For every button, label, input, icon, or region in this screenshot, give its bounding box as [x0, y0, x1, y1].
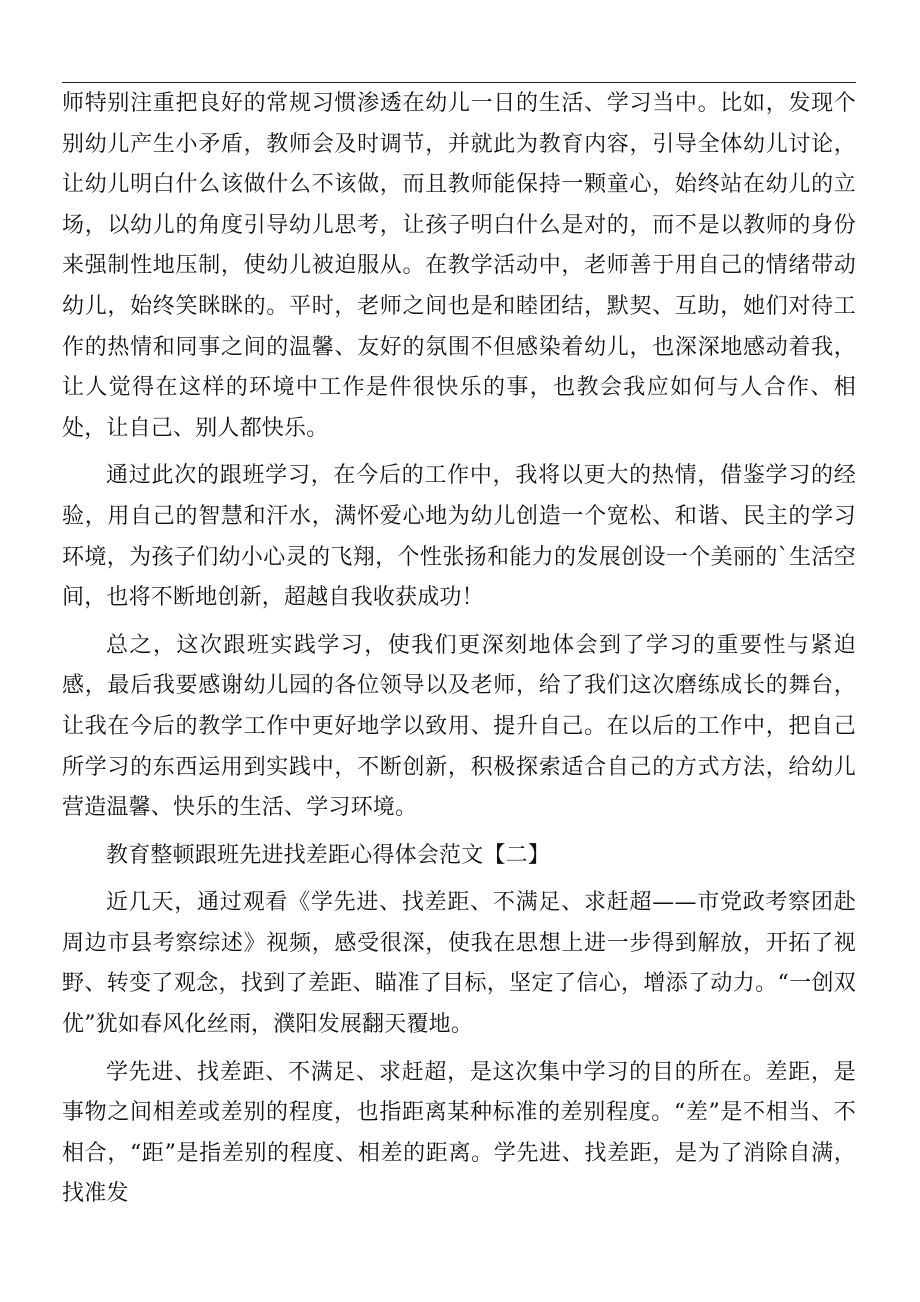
paragraph-5: 学先进、找差距、不满足、求赶超，是这次集中学习的目的所在。差距，是事物之间相差或差别的程度，也指距离某种标准的差别程度。“差”是不相当、不相合，“距”是指差别的程度、相差的距离。学先进、找差距，是为了消除自满，找准发	[62, 1059, 856, 1207]
paragraph-2: 通过此次的跟班学习，在今后的工作中，我将以更大的热情，借鉴学习的经验，用自己的智慧和汗水，满怀爱心地为幼儿创造一个宽松、和谐、民主的学习环境，为孩子们幼小心灵的飞翔，个性张扬和能力的发展创设一个美丽的`生活空间，也将不断地创新，超越自我收获成功！	[62, 463, 856, 611]
header-rule	[62, 82, 856, 83]
paragraph-4: 近几天，通过观看《学先进、找差距、不满足、求赶超——市党政考察团赴周边市县考察综述》视频，感受很深，使我在思想上进一步得到解放，开拓了视野、转变了观念，找到了差距、瞄准了目标，坚定了信心，增添了动力。“一创双优”犹如春风化丝雨，濮阳发展翻天覆地。	[62, 890, 856, 1038]
document-body	[62, 84, 856, 1215]
paragraph-1: 师特别注重把良好的常规习惯渗透在幼儿一日的生活、学习当中。比如，发现个别幼儿产生小矛盾，教师会及时调节，并就此为教育内容，引导全体幼儿讨论，让幼儿明白什么该做什么不该做，而且教师能保持一颗童心，始终站在幼儿的立场，以幼儿的角度引导幼儿思考，让孩子明白什么是对的，而不是以教师的身份来强制性地压制，使幼儿被迫服从。在教学活动中，老师善于用自己的情绪带动幼儿，始终笑眯眯的。平时，老师之间也是和睦团结，默契、互助，她们对待工作的热情和同事之间的温馨、友好的氛围不但感染着幼儿，也深深地感动着我，让人觉得在这样的环境中工作是件很快乐的事，也教会我应如何与人合作、相处，让自己、别人都快乐。	[62, 91, 856, 441]
section-heading: 教育整顿跟班先进找差距心得体会范文【二】	[106, 842, 551, 868]
paragraph-3: 总之，这次跟班实践学习，使我们更深刻地体会到了学习的重要性与紧迫感，最后我要感谢幼儿园的各位领导以及老师，给了我们这次磨练成长的舞台，让我在今后的教学工作中更好地学以致用、提升自己。在以后的工作中，把自己所学习的东西运用到实践中，不断创新，积极探索适合自己的方式方法，给幼儿营造温馨、快乐的生活、学习环境。	[62, 632, 856, 821]
